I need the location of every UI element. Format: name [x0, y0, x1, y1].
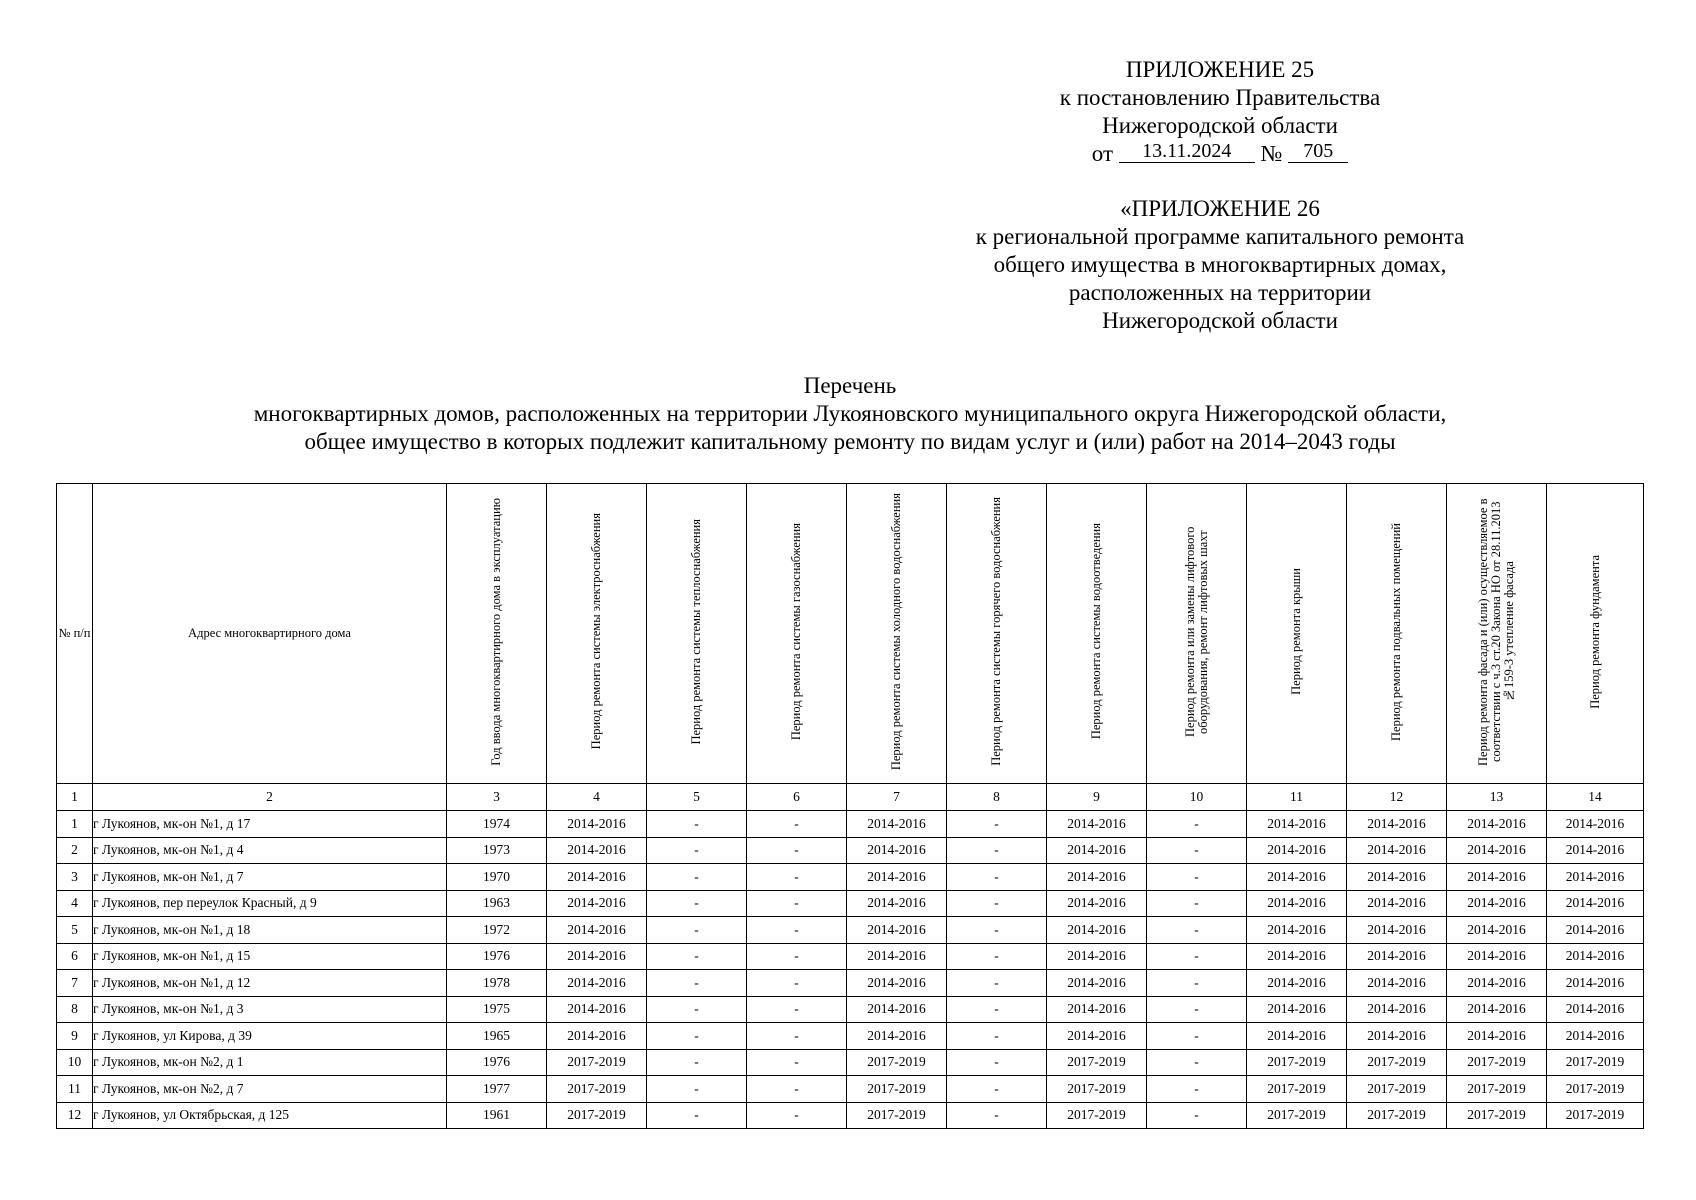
table-cell: 2014-2016: [1247, 890, 1347, 917]
table-cell: -: [1147, 890, 1247, 917]
address-cell: г Лукоянов, ул Кирова, д 39: [93, 1023, 447, 1050]
column-header-label: Период ремонта системы горячего водоснабжения: [989, 497, 1003, 766]
table-cell: 2014-2016: [847, 996, 947, 1023]
table-cell: 2017-2019: [1347, 1076, 1447, 1103]
table-cell: 2014-2016: [1047, 970, 1147, 997]
address-cell: г Лукоянов, мк-он №1, д 7: [93, 864, 447, 891]
table-cell: 2017-2019: [847, 1049, 947, 1076]
table-cell: -: [747, 996, 847, 1023]
column-number: 4: [547, 784, 647, 811]
table-row: [57, 1102, 1644, 1129]
appendix-26-title: «ПРИЛОЖЕНИЕ 26: [1120, 196, 1320, 221]
table-cell: 1961: [447, 1102, 547, 1129]
table-cell: -: [1147, 1049, 1247, 1076]
table-cell: 2017-2019: [1547, 1049, 1644, 1076]
table-cell: -: [747, 890, 847, 917]
table-cell: 2014-2016: [847, 943, 947, 970]
table-cell: 2014-2016: [1447, 1023, 1547, 1050]
table-cell: 2014-2016: [1047, 917, 1147, 944]
appendix-25-line3: Нижегородской области: [1102, 113, 1338, 138]
column-header: [1547, 484, 1644, 784]
table-cell: 2014-2016: [847, 970, 947, 997]
table-cell: -: [747, 1023, 847, 1050]
table-cell: -: [947, 970, 1047, 997]
column-header: [1347, 484, 1447, 784]
table-cell: -: [747, 837, 847, 864]
table-cell: 2014-2016: [1347, 811, 1447, 838]
column-header: [1247, 484, 1347, 784]
table-cell: 2014-2016: [547, 1023, 647, 1050]
table-cell: 2014-2016: [1347, 837, 1447, 864]
table-cell: 2014-2016: [1547, 837, 1644, 864]
column-header: [647, 484, 747, 784]
table-cell: 1977: [447, 1076, 547, 1103]
column-header: [447, 484, 547, 784]
column-header-label: Период ремонта или замены лифтового оборудования, ремонт лифтовых шахт: [1182, 526, 1210, 737]
table-cell: -: [947, 811, 1047, 838]
table-cell: 2017-2019: [1047, 1049, 1147, 1076]
table-cell: 1974: [447, 811, 547, 838]
address-cell: г Лукоянов, мк-он №1, д 18: [93, 917, 447, 944]
address-cell: г Лукоянов, мк-он №2, д 1: [93, 1049, 447, 1076]
table-cell: 2014-2016: [1547, 996, 1644, 1023]
address-cell: г Лукоянов, мк-он №2, д 7: [93, 1076, 447, 1103]
table-cell: 2014-2016: [847, 1023, 947, 1050]
table-cell: 2014-2016: [847, 917, 947, 944]
table-cell: -: [647, 1023, 747, 1050]
table-cell: -: [947, 996, 1047, 1023]
column-header: [1447, 484, 1547, 784]
column-header: [947, 484, 1047, 784]
table-cell: -: [947, 864, 1047, 891]
table-row: [57, 1076, 1644, 1103]
appendix-25-heading: [1040, 56, 1400, 168]
address-cell: г Лукоянов, мк-он №1, д 12: [93, 970, 447, 997]
table-cell: -: [647, 1076, 747, 1103]
table-cell: 2014-2016: [1447, 864, 1547, 891]
table-cell: -: [1147, 970, 1247, 997]
table-cell: -: [647, 970, 747, 997]
table-cell: -: [1147, 1102, 1247, 1129]
table-cell: -: [647, 1102, 747, 1129]
number-label: №: [1260, 141, 1283, 166]
document-title-line3: общее имущество в которых подлежит капитальному ремонту по видам услуг и (или) работ на 2014–2043 годы: [304, 429, 1396, 454]
table-cell: 2017-2019: [847, 1102, 947, 1129]
row-number-cell: 12: [57, 1102, 93, 1129]
resolution-number: 705: [1288, 140, 1348, 163]
table-cell: 2014-2016: [1347, 890, 1447, 917]
column-header: [847, 484, 947, 784]
table-cell: 1975: [447, 996, 547, 1023]
table-cell: -: [1147, 917, 1247, 944]
table-cell: 2014-2016: [1347, 970, 1447, 997]
table-cell: 2017-2019: [1447, 1102, 1547, 1129]
column-header: Адрес многоквартирного дома: [93, 484, 447, 784]
table-cell: 2014-2016: [547, 917, 647, 944]
table-cell: 2017-2019: [1047, 1076, 1147, 1103]
column-header-label: Период ремонта фундамента: [1587, 554, 1602, 709]
table-cell: -: [1147, 1076, 1247, 1103]
table-cell: 2014-2016: [1547, 890, 1644, 917]
table-cell: 1976: [447, 943, 547, 970]
table-cell: 2014-2016: [1247, 1023, 1347, 1050]
table-cell: 2014-2016: [547, 943, 647, 970]
table-row: [57, 1049, 1644, 1076]
table-cell: 2017-2019: [1547, 1102, 1644, 1129]
table-cell: 2017-2019: [1547, 1076, 1644, 1103]
table-cell: 2017-2019: [1247, 1102, 1347, 1129]
table-cell: 2014-2016: [1547, 917, 1644, 944]
table-cell: 2017-2019: [547, 1049, 647, 1076]
table-cell: -: [947, 1049, 1047, 1076]
document-title-line1: Перечень: [803, 373, 897, 398]
resolution-date: 13.11.2024: [1119, 140, 1255, 163]
table-cell: -: [647, 890, 747, 917]
table-cell: 2014-2016: [1447, 837, 1547, 864]
table-cell: 2014-2016: [1047, 890, 1147, 917]
column-header: [1147, 484, 1247, 784]
column-header: [747, 484, 847, 784]
table-cell: -: [747, 917, 847, 944]
table-cell: 2014-2016: [1547, 1023, 1644, 1050]
column-header-label: Период ремонта системы водоотведения: [1089, 523, 1103, 740]
column-number: 7: [847, 784, 947, 811]
appendix-26-line2: к региональной программе капитального ремонта: [975, 224, 1465, 249]
row-number-cell: 10: [57, 1049, 93, 1076]
table-row: [57, 864, 1644, 891]
column-header-label: Период ремонта системы теплоснабжения: [689, 518, 703, 745]
column-number: 14: [1547, 784, 1644, 811]
table-cell: -: [747, 811, 847, 838]
table-cell: 2017-2019: [1247, 1076, 1347, 1103]
appendix-26-heading: [940, 195, 1500, 335]
table-cell: -: [947, 1076, 1047, 1103]
table-cell: -: [747, 943, 847, 970]
table-cell: 1963: [447, 890, 547, 917]
table-cell: 1970: [447, 864, 547, 891]
table-cell: 2014-2016: [1447, 943, 1547, 970]
table-cell: 2014-2016: [1047, 864, 1147, 891]
table-cell: 2014-2016: [1547, 943, 1644, 970]
row-number-cell: 8: [57, 996, 93, 1023]
table-cell: -: [647, 864, 747, 891]
table-cell: 2014-2016: [1447, 996, 1547, 1023]
column-number: 13: [1447, 784, 1547, 811]
column-header: № п/п: [57, 484, 93, 784]
table-cell: -: [1147, 1023, 1247, 1050]
table-cell: 2014-2016: [1247, 943, 1347, 970]
address-cell: г Лукоянов, мк-он №1, д 3: [93, 996, 447, 1023]
row-number-cell: 6: [57, 943, 93, 970]
table-cell: 2014-2016: [1347, 1023, 1447, 1050]
table-cell: -: [747, 970, 847, 997]
table-cell: 2014-2016: [547, 890, 647, 917]
table-cell: 2014-2016: [1247, 917, 1347, 944]
address-cell: г Лукоянов, мк-он №1, д 4: [93, 837, 447, 864]
column-header: [1047, 484, 1147, 784]
appendix-25-line2: к постановлению Правительства: [1059, 85, 1381, 110]
column-number: 3: [447, 784, 547, 811]
table-cell: -: [1147, 811, 1247, 838]
table-cell: 2017-2019: [547, 1102, 647, 1129]
table-cell: -: [947, 890, 1047, 917]
column-number: 8: [947, 784, 1047, 811]
table-cell: -: [947, 1023, 1047, 1050]
appendix-26-line3: общего имущества в многоквартирных домах,: [993, 252, 1447, 277]
address-cell: г Лукоянов, пер переулок Красный, д 9: [93, 890, 447, 917]
table-cell: -: [1147, 996, 1247, 1023]
table-row: [57, 970, 1644, 997]
table-cell: 2014-2016: [1447, 917, 1547, 944]
table-cell: 2014-2016: [1047, 837, 1147, 864]
column-header-label: Период ремонта крыши: [1289, 568, 1303, 695]
table-cell: -: [647, 837, 747, 864]
table-cell: 1965: [447, 1023, 547, 1050]
table-cell: 1973: [447, 837, 547, 864]
table-header-row: [57, 484, 1644, 784]
table-cell: 2014-2016: [547, 837, 647, 864]
appendix-26-line4: расположенных на территории: [1068, 280, 1372, 305]
table-cell: -: [947, 943, 1047, 970]
table-cell: 2014-2016: [547, 996, 647, 1023]
table-cell: 2014-2016: [1247, 996, 1347, 1023]
table-cell: -: [647, 996, 747, 1023]
column-number: 12: [1347, 784, 1447, 811]
table-cell: 2014-2016: [1047, 811, 1147, 838]
table-cell: 2017-2019: [1447, 1076, 1547, 1103]
table-cell: 1972: [447, 917, 547, 944]
table-cell: -: [747, 1102, 847, 1129]
table-cell: 2014-2016: [847, 864, 947, 891]
appendix-25-title: ПРИЛОЖЕНИЕ 25: [1125, 57, 1315, 82]
table-cell: -: [747, 864, 847, 891]
table-cell: 2017-2019: [1447, 1049, 1547, 1076]
table-cell: 2014-2016: [847, 890, 947, 917]
table-cell: 2014-2016: [1547, 811, 1644, 838]
table-cell: -: [647, 1049, 747, 1076]
table-cell: -: [1147, 837, 1247, 864]
address-cell: г Лукоянов, ул Октябрьская, д 125: [93, 1102, 447, 1129]
table-cell: 2014-2016: [1247, 864, 1347, 891]
address-cell: г Лукоянов, мк-он №1, д 17: [93, 811, 447, 838]
row-number-cell: 7: [57, 970, 93, 997]
table-cell: 2014-2016: [547, 970, 647, 997]
column-header-label: Период ремонта системы газоснабжения: [789, 522, 803, 741]
table-cell: -: [747, 1049, 847, 1076]
table-cell: -: [947, 917, 1047, 944]
date-label: от: [1091, 141, 1114, 166]
table-cell: -: [947, 1102, 1047, 1129]
table-cell: 2014-2016: [547, 864, 647, 891]
table-cell: 2014-2016: [1347, 996, 1447, 1023]
table-cell: -: [647, 811, 747, 838]
table-row: [57, 890, 1644, 917]
row-number-cell: 9: [57, 1023, 93, 1050]
table-cell: 1978: [447, 970, 547, 997]
table-cell: 2014-2016: [1347, 943, 1447, 970]
table-row: [57, 996, 1644, 1023]
table-cell: 2014-2016: [1547, 970, 1644, 997]
table-row: [57, 943, 1644, 970]
table-cell: 2014-2016: [547, 811, 647, 838]
table-cell: 2014-2016: [1547, 864, 1644, 891]
column-header-label: Период ремонта подвальных помещений: [1389, 522, 1403, 741]
column-header: [547, 484, 647, 784]
row-number-cell: 2: [57, 837, 93, 864]
table-cell: 2017-2019: [1347, 1102, 1447, 1129]
table-cell: 2014-2016: [847, 837, 947, 864]
table-cell: 2017-2019: [1347, 1049, 1447, 1076]
table-row: [57, 917, 1644, 944]
address-cell: г Лукоянов, мк-он №1, д 15: [93, 943, 447, 970]
table-cell: 2014-2016: [1047, 996, 1147, 1023]
table-cell: 2017-2019: [1247, 1049, 1347, 1076]
row-number-cell: 11: [57, 1076, 93, 1103]
table-cell: 1976: [447, 1049, 547, 1076]
table-cell: -: [947, 837, 1047, 864]
column-number: 2: [93, 784, 447, 811]
column-number: 6: [747, 784, 847, 811]
column-number: 5: [647, 784, 747, 811]
column-number: 11: [1247, 784, 1347, 811]
table-cell: 2014-2016: [1447, 890, 1547, 917]
column-header-label: Год ввода многоквартирного дома в эксплуатацию: [489, 497, 503, 766]
table-cell: 2014-2016: [1247, 837, 1347, 864]
column-header-label: Период ремонта системы холодного водоснабжения: [889, 492, 903, 771]
row-number-cell: 5: [57, 917, 93, 944]
table-cell: 2014-2016: [1047, 943, 1147, 970]
row-number-cell: 4: [57, 890, 93, 917]
table-cell: 2014-2016: [847, 811, 947, 838]
table-cell: -: [1147, 864, 1247, 891]
table-cell: -: [747, 1076, 847, 1103]
document-title-line2: многоквартирных домов, расположенных на территории Лукояновского муниципального округа Нижегородской области,: [253, 401, 1447, 426]
resolution-reference: [1040, 140, 1400, 168]
row-number-cell: 3: [57, 864, 93, 891]
table-cell: 2017-2019: [1047, 1102, 1147, 1129]
table-cell: 2014-2016: [1347, 917, 1447, 944]
row-number-cell: 1: [57, 811, 93, 838]
housing-register-table: [56, 483, 1644, 1129]
table-cell: 2014-2016: [1047, 1023, 1147, 1050]
table-row: [57, 811, 1644, 838]
table-cell: -: [1147, 943, 1247, 970]
table-cell: 2014-2016: [1347, 864, 1447, 891]
table-row: [57, 837, 1644, 864]
table-cell: 2014-2016: [1247, 970, 1347, 997]
table-cell: 2017-2019: [547, 1076, 647, 1103]
document-title: [60, 372, 1640, 456]
table-cell: 2017-2019: [847, 1076, 947, 1103]
column-number: 10: [1147, 784, 1247, 811]
table-body: [57, 811, 1644, 1129]
column-header-label: Период ремонта системы электроснабжения: [589, 513, 603, 750]
appendix-26-line5: Нижегородской области: [1102, 308, 1338, 333]
table-cell: -: [647, 943, 747, 970]
column-header-label: Период ремонта фасада и (или) осуществляемое в соответствии с ч.3 ст.20 Закона НО от 28.11.2013 №159-З утепление фасада: [1476, 497, 1516, 766]
table-cell: 2014-2016: [1447, 811, 1547, 838]
table-row: [57, 1023, 1644, 1050]
column-number-row: [57, 784, 1644, 811]
column-number: 1: [57, 784, 93, 811]
table-cell: -: [647, 917, 747, 944]
column-number: 9: [1047, 784, 1147, 811]
table-cell: 2014-2016: [1447, 970, 1547, 997]
table-cell: 2014-2016: [1247, 811, 1347, 838]
